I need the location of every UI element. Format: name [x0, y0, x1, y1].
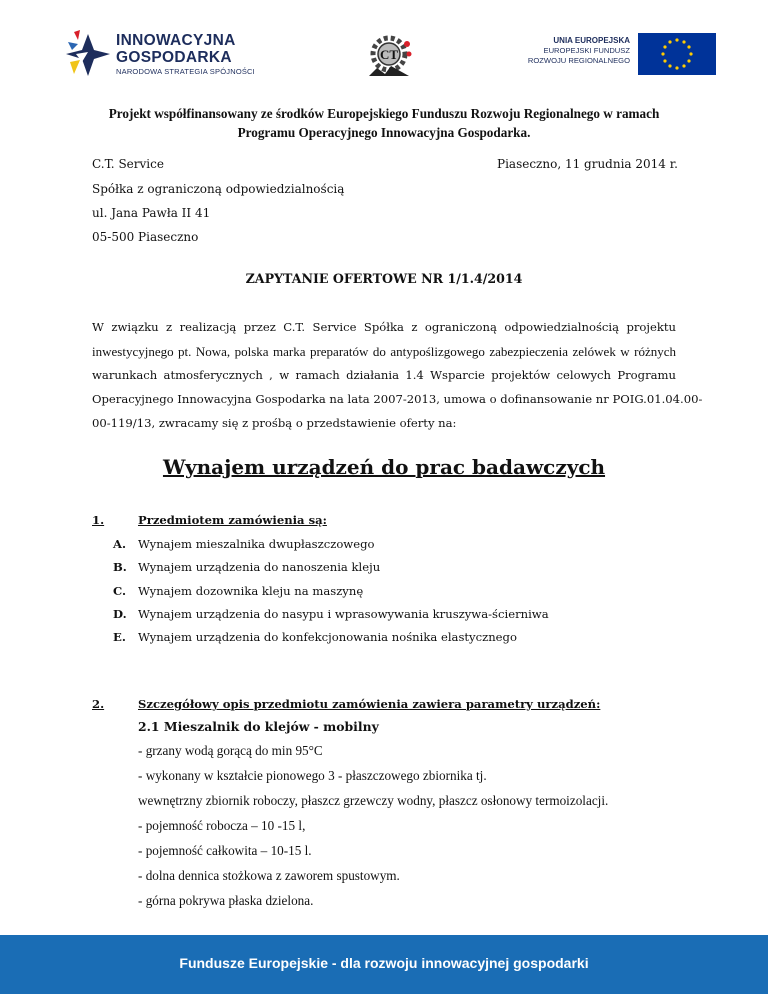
spec-line: - pojemność robocza – 10 -15 l,: [138, 818, 306, 833]
eu-logo-line1: UNIA EUROPEJSKA: [553, 36, 630, 45]
sender-type: Spółka z ograniczoną odpowiedzialnością: [92, 182, 345, 196]
list-item-letter: A.: [113, 537, 127, 551]
spec-line: - pojemność całkowita – 10-15 l.: [138, 843, 312, 858]
eu-logo-line3: ROZWOJU REGIONALNEGO: [527, 56, 630, 65]
section-2-title: Szczegółowy opis przedmiotu zamówienia zawiera parametry urządzeń:: [138, 697, 601, 711]
section-1-number: 1.: [92, 513, 105, 527]
section-2-number: 2.: [92, 697, 105, 711]
footer-text: Fundusze Europejskie - dla rozwoju innowacyjnej gospodarki: [179, 955, 589, 971]
eu-logo-line2: EUROPEJSKI FUNDUSZ: [543, 46, 630, 55]
section-1-title: Przedmiotem zamówienia są:: [138, 513, 327, 527]
intro-line-5: 00-119/13, zwracamy się z prośbą o przedstawienie oferty na:: [92, 416, 457, 430]
list-item-letter: C.: [113, 584, 127, 598]
list-item-text: Wynajem dozownika kleju na maszynę: [138, 584, 364, 598]
main-heading: Wynajem urządzeń do prac badawczych: [162, 455, 606, 479]
spec-line: wewnętrzny zbiornik roboczy, płaszcz grzewczy wodny, płaszcz osłonowy termoizolacji.: [138, 793, 609, 808]
sender-city: 05-500 Piaseczno: [92, 230, 199, 244]
ig-star-icon: [62, 26, 114, 82]
ig-logo-sub: NARODOWA STRATEGIA SPÓJNOŚCI: [116, 67, 255, 76]
spec-line: - górna pokrywa płaska dzielona.: [138, 893, 314, 908]
eu-logo: [527, 32, 716, 76]
innowacyjna-gospodarka-logo: [62, 26, 272, 82]
sender-name: C.T. Service: [92, 157, 164, 171]
intro-line-4: Operacyjnego Innowacyjna Gospodarka na lata 2007-2013, umowa o dofinansowanie nr POIG.01.04.00-: [92, 392, 703, 406]
cofinancing-line-1: Projekt współfinansowany ze środków Europejskiego Funduszu Rozwoju Regionalnego w ramach: [108, 106, 660, 121]
list-item-text: Wynajem urządzenia do nanoszenia kleju: [138, 560, 381, 574]
eu-flag-icon: [638, 33, 716, 75]
intro-line-3: warunkach atmosferycznych , w ramach działania 1.4 Wsparcie projektów celowych Programu: [92, 368, 676, 382]
gear-icon: [363, 32, 415, 80]
place-date: Piaseczno, 11 grudnia 2014 r.: [497, 157, 678, 171]
spec-line: - grzany wodą gorącą do min 95°C: [138, 743, 323, 758]
cofinancing-line-2: Programu Operacyjnego Innowacyjna Gospodarka.: [237, 125, 531, 140]
spec-line: - dolna dennica stożkowa z zaworem spustowym.: [138, 868, 400, 883]
spec-line: - wykonany w kształcie pionowego 3 - płaszczowego zbiornika tj.: [138, 768, 487, 783]
svg-text:CT: CT: [379, 47, 399, 62]
list-item-text: Wynajem urządzenia do konfekcjonowania nośnika elastycznego: [138, 630, 517, 644]
section-2-subtitle: 2.1 Mieszalnik do klejów - mobilny: [138, 719, 379, 734]
footer-banner: [0, 935, 768, 994]
ig-logo-line2: GOSPODARKA: [116, 49, 232, 66]
list-item-letter: D.: [113, 607, 127, 621]
intro-line-2: inwestycyjnego pt. Nowa, polska marka preparatów do antypoślizgowego zabezpieczenia zelówek w różnych: [92, 344, 676, 359]
list-item-letter: B.: [113, 560, 127, 574]
list-item-letter: E.: [113, 630, 126, 644]
intro-line-1: W związku z realizacją przez C.T. Service Spółka z ograniczoną odpowiedzialnością projektu: [92, 320, 676, 334]
list-item-text: Wynajem mieszalnika dwupłaszczowego: [138, 537, 375, 551]
sender-street: ul. Jana Pawła II 41: [92, 206, 211, 220]
ig-logo-line1: INNOWACYJNA: [116, 32, 236, 49]
document-title: ZAPYTANIE OFERTOWE NR 1/1.4/2014: [245, 271, 523, 286]
ct-service-logo: [363, 32, 415, 80]
list-item-text: Wynajem urządzenia do nasypu i wprasowywania kruszywa-ścierniwa: [138, 607, 549, 621]
